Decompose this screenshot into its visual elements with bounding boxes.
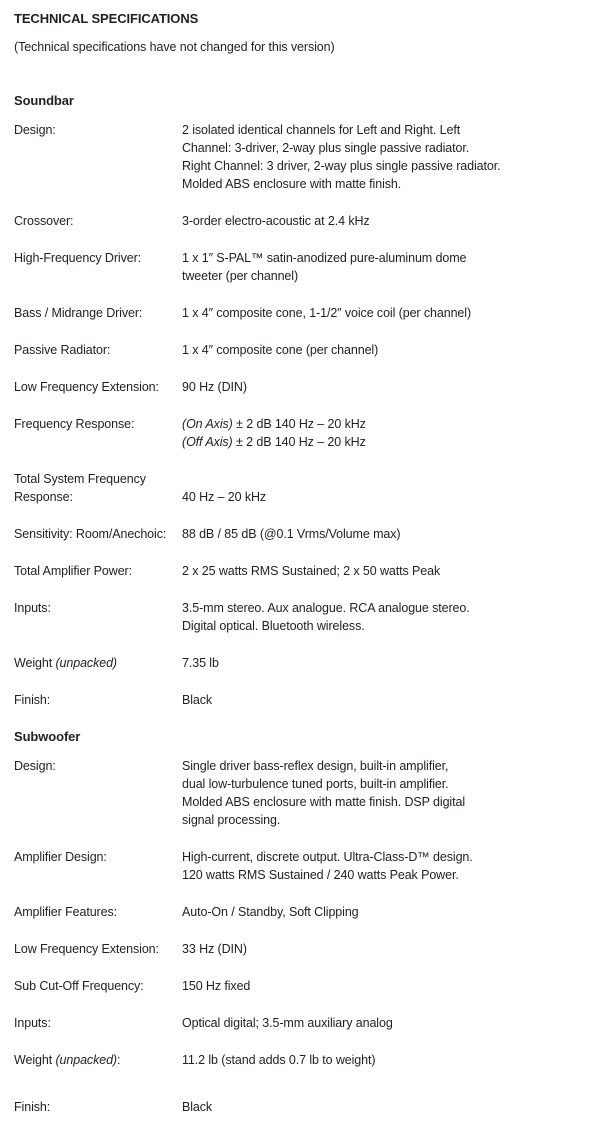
text: Sensitivity: Room/Anechoic: [14,527,167,541]
text: 1 x 4″ composite cone, 1-1/2″ voice coil (per channel) [182,306,472,320]
text: 1 x 4″ composite cone (per channel) [182,343,379,357]
text-line [182,304,586,322]
text-line [182,212,586,230]
section-rows [14,121,586,709]
text: Design: [14,123,56,137]
spec-label [14,977,182,995]
spec-label [14,691,182,709]
text: High-current, discrete output. Ultra-Class-D™ design. [182,850,473,864]
text-line [14,378,182,396]
spec-row [14,848,586,884]
spec-value [182,977,586,995]
spec-label [14,562,182,580]
text-line [14,249,182,267]
spec-row [14,1098,586,1116]
text-line [14,525,182,543]
spec-row [14,415,586,451]
spec-label [14,903,182,921]
text: Black [182,693,213,707]
spec-row [14,525,586,543]
text-line [182,415,586,433]
italic-text: (Off Axis) [182,435,233,449]
spec-label [14,525,182,543]
text-line [182,267,586,285]
text-line [14,212,182,230]
text-line [182,470,586,488]
text-line [182,848,586,866]
spec-value [182,1051,586,1069]
text-line [182,562,586,580]
spec-label [14,757,182,829]
text: Low Frequency Extension: [14,942,159,956]
text: : [117,1053,121,1067]
spec-value [182,378,586,396]
text-line [182,691,586,709]
text: tweeter (per channel) [182,269,299,283]
text: Molded ABS enclosure with matte finish. [182,177,402,191]
text: 11.2 lb (stand adds 0.7 lb to weight) [182,1053,376,1067]
text-line [182,903,586,921]
spec-row [14,304,586,322]
text: Frequency Response: [14,417,135,431]
spec-value [182,757,586,829]
text-line [14,940,182,958]
spec-row [14,1014,586,1032]
text-line [14,121,182,139]
text-line [182,940,586,958]
text-line [182,157,586,175]
spec-row [14,562,586,580]
text-line [14,341,182,359]
italic-text: (On Axis) [182,417,233,431]
text-line [14,654,182,672]
section-heading: Subwoofer [14,729,81,744]
spec-label [14,940,182,958]
spec-label [14,378,182,396]
text-line [14,1014,182,1032]
spec-value [182,470,586,506]
text-line [182,977,586,995]
text-line [182,757,586,775]
text-line [182,775,586,793]
text: Design: [14,759,56,773]
text-line [14,415,182,433]
italic-text: (unpacked) [55,1053,117,1067]
text: 3-order electro-acoustic at 2.4 kHz [182,214,370,228]
spec-row [14,599,586,635]
spec-value [182,1098,586,1116]
spec-sections [14,92,586,1116]
text-line [182,175,586,193]
text-line [14,691,182,709]
spec-label [14,1014,182,1032]
spec-value [182,525,586,543]
spec-value [182,848,586,884]
text: Optical digital; 3.5-mm auxiliary analog [182,1016,393,1030]
text-line [182,1014,586,1032]
text: Black [182,1100,213,1114]
text: Weight [14,1053,56,1067]
spec-row [14,691,586,709]
text: Sub Cut-Off Frequency: [14,979,144,993]
text: Auto-On / Standby, Soft Clipping [182,905,359,919]
text: Finish: [14,1100,51,1114]
text-line [182,793,586,811]
spec-section [14,728,586,1116]
text: 2 isolated identical channels for Left and Right. Left [182,123,461,137]
spec-row [14,654,586,672]
spec-value [182,599,586,635]
spec-row [14,212,586,230]
text-line [182,617,586,635]
text-line [182,378,586,396]
spec-label [14,1051,182,1069]
spec-value [182,903,586,921]
spec-row [14,378,586,396]
spec-value [182,341,586,359]
text-line [14,757,182,775]
text-line [14,1098,182,1116]
text: Inputs: [14,1016,51,1030]
text: 2 x 25 watts RMS Sustained; 2 x 50 watts Peak [182,564,441,578]
text: Response: [14,490,73,504]
text-line [182,121,586,139]
spec-row [14,470,586,506]
spec-value [182,304,586,322]
spec-value [182,654,586,672]
text-line [14,562,182,580]
spec-section [14,92,586,709]
text: Molded ABS enclosure with matte finish. DSP digital [182,795,466,809]
text: Total Amplifier Power: [14,564,132,578]
text: Single driver bass-reflex design, built-in amplifier, [182,759,449,773]
text-line [182,488,586,506]
spec-label [14,654,182,672]
text: Channel: 3-driver, 2-way plus single passive radiator. [182,141,470,155]
text-line [182,249,586,267]
spec-row [14,903,586,921]
text-line [182,599,586,617]
text: Right Channel: 3 driver, 2-way plus single passive radiator. [182,159,501,173]
text: 90 Hz (DIN) [182,380,247,394]
text-line [14,977,182,995]
text: Crossover: [14,214,74,228]
spec-label [14,304,182,322]
text: 40 Hz – 20 kHz [182,490,267,504]
spec-label [14,848,182,884]
text-line [182,866,586,884]
text-line [182,341,586,359]
text-line [182,1098,586,1116]
text: Amplifier Features: [14,905,117,919]
text-line [14,903,182,921]
spec-value [182,940,586,958]
spec-value [182,212,586,230]
spec-row [14,940,586,958]
spec-value [182,121,586,193]
text: 3.5-mm stereo. Aux analogue. RCA analogue stereo. [182,601,470,615]
text-line [182,525,586,543]
spec-row [14,249,586,285]
section-rows [14,757,586,1116]
text: signal processing. [182,813,281,827]
spec-value [182,691,586,709]
text: dual low-turbulence tuned ports, built-in amplifier. [182,777,449,791]
text-line [14,470,182,488]
text: 88 dB / 85 dB (@0.1 Vrms/Volume max) [182,527,401,541]
text: Weight [14,656,56,670]
spec-label [14,415,182,451]
text-line [14,1051,182,1069]
spec-value [182,562,586,580]
text: Passive Radiator: [14,343,111,357]
text-line [14,848,182,866]
text-line [182,139,586,157]
spec-label [14,470,182,506]
italic-text: (unpacked) [55,656,117,670]
text: Bass / Midrange Driver: [14,306,143,320]
text: Low Frequency Extension: [14,380,159,394]
spec-value [182,1014,586,1032]
page-title: TECHNICAL SPECIFICATIONS [14,11,199,26]
text: ± 2 dB 140 Hz – 20 kHz [232,417,366,431]
text-line [14,599,182,617]
text: Inputs: [14,601,51,615]
text: Finish: [14,693,51,707]
text-line [182,1051,586,1069]
text: ± 2 dB 140 Hz – 20 kHz [232,435,366,449]
spec-label [14,1098,182,1116]
text: Digital optical. Bluetooth wireless. [182,619,365,633]
text-line [14,488,182,506]
spec-label [14,599,182,635]
spec-row [14,121,586,193]
text: Amplifier Design: [14,850,107,864]
spec-row [14,341,586,359]
text: 150 Hz fixed [182,979,251,993]
spec-label [14,341,182,359]
text-line [182,433,586,451]
text: 1 x 1″ S-PAL™ satin-anodized pure-aluminum dome [182,251,467,265]
spec-row [14,977,586,995]
section-heading: Soundbar [14,93,74,108]
text: High-Frequency Driver: [14,251,142,265]
spec-label [14,249,182,285]
text: 7.35 lb [182,656,219,670]
page-note: (Technical specifications have not changed for this version) [14,40,335,54]
spec-row [14,1051,586,1069]
spec-value [182,249,586,285]
text-line [182,811,586,829]
text: 120 watts RMS Sustained / 240 watts Peak Power. [182,868,459,882]
spec-row [14,757,586,829]
text: 33 Hz (DIN) [182,942,247,956]
spec-label [14,121,182,193]
spec-label [14,212,182,230]
spec-value [182,415,586,451]
text-line [14,304,182,322]
text: Total System Frequency [14,472,146,486]
text-line [182,654,586,672]
